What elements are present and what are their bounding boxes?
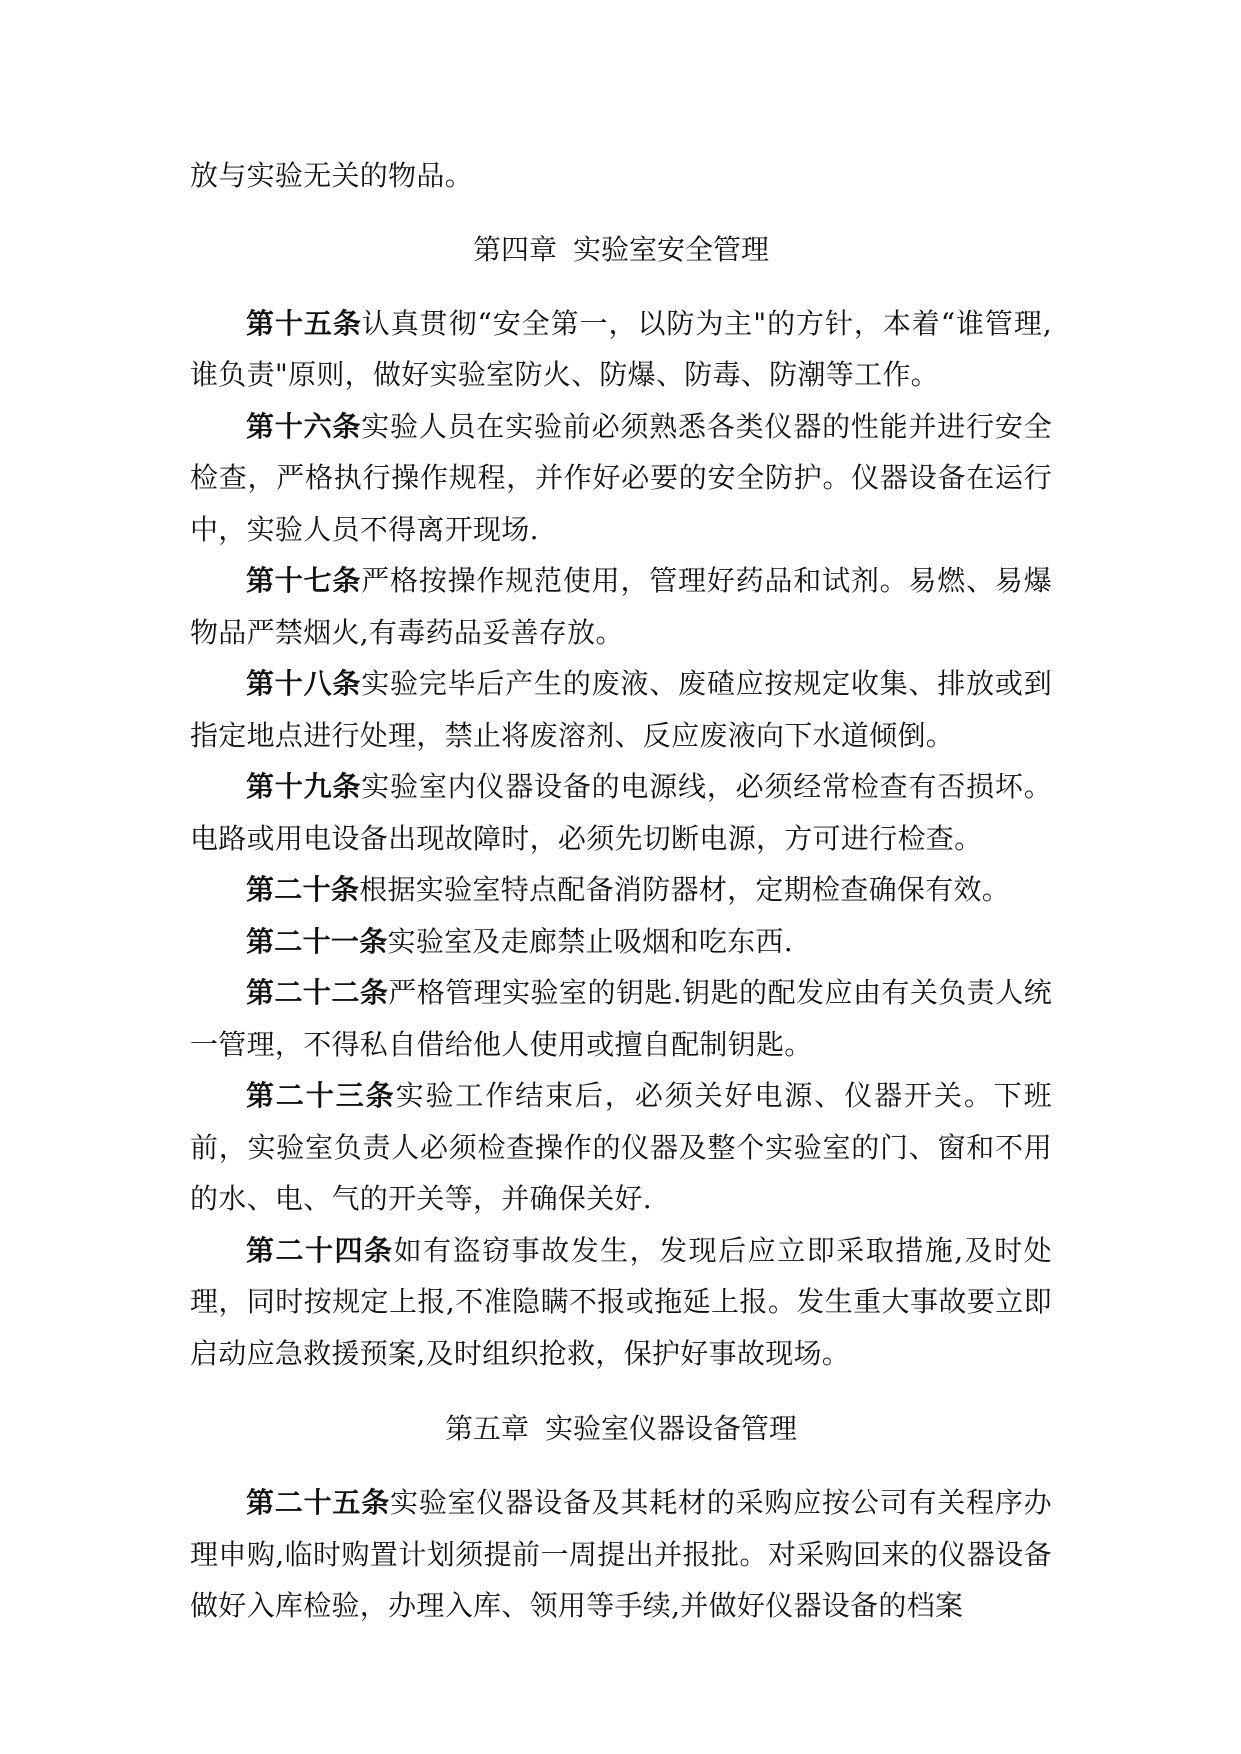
article-label: 第十六条 <box>246 409 362 443</box>
document-body <box>190 150 1052 1632</box>
article-label: 第二十二条 <box>246 976 389 1009</box>
chapter-title: 实验室安全管理 <box>573 232 770 266</box>
article-20 <box>190 864 1052 916</box>
article-text: 实验工作结束后，必须关好电源、仪器开关。下班前，实验室负责人必须检查操作的仪器及整个实验室的门、窗和不用的水、电、气的开关等，并确保关好. <box>190 1079 1052 1215</box>
article-label: 第十五条 <box>246 306 362 340</box>
article-label: 第二十五条 <box>246 1486 391 1519</box>
chapter-number: 第四章 <box>472 232 557 266</box>
article-text: 严格按操作规范使用，管理好药品和试剂。易燃、易爆物品严禁烟火,有毒药品妥善存放。 <box>190 564 1053 649</box>
article-label: 第二十四条 <box>246 1233 394 1267</box>
article-17 <box>190 555 1052 658</box>
article-21 <box>190 916 1052 968</box>
article-25 <box>190 1477 1052 1632</box>
article-16 <box>190 401 1052 556</box>
chapter-title: 实验室仪器设备管理 <box>545 1412 798 1445</box>
article-text: 认真贯彻“安全第一，以防为主"的方针，本着“谁管理,谁负责"原则，做好实验室防火、防爆、防毒、防潮等工作。 <box>190 306 1052 391</box>
article-text: 如有盗窃事故发生，发现后应立即采取措施,及时处理，同时按规定上报,不准隐瞒不报或拖延上报。发生重大事故要立即启动应急救援预案,及时组织抢救，保护好事故现场。 <box>190 1233 1052 1370</box>
article-24 <box>190 1225 1052 1380</box>
article-label: 第十九条 <box>246 770 362 803</box>
article-18 <box>190 658 1052 761</box>
article-text: 根据实验室特点配备消防器材，定期检查确保有效。 <box>359 873 1011 906</box>
article-label: 第十七条 <box>246 564 362 597</box>
article-22 <box>190 967 1052 1070</box>
article-text: 实验室内仪器设备的电源线，必须经常检查有否损坏。电路或用电设备出现故障时，必须先切断电源，方可进行检查。 <box>190 770 1053 855</box>
article-text: 实验室及走廊禁止吸烟和吃东西. <box>387 924 793 958</box>
article-15 <box>190 298 1052 401</box>
article-23 <box>190 1070 1052 1225</box>
article-19 <box>190 761 1052 864</box>
article-text: 实验室仪器设备及其耗材的采购应按公司有关程序办理申购,临时购置计划须提前一周提出并报批。对采购回来的仪器设备做好入库检验，办理入库、领用等手续,并做好仪器设备的档案 <box>190 1486 1052 1622</box>
chapter-number: 第五章 <box>444 1412 529 1445</box>
article-label: 第十八条 <box>246 667 362 700</box>
article-label: 第二十条 <box>246 873 360 906</box>
chapter-heading-5 <box>190 1412 1052 1445</box>
article-text: 严格管理实验室的钥匙.钥匙的配发应由有关负责人统一管理，不得私自借给他人使用或擅自配制钥匙。 <box>190 976 1052 1061</box>
article-text: 实验人员在实验前必须熟悉各类仪器的性能并进行安全检查，严格执行操作规程，并作好必要的安全防护。仪器设备在运行中，实验人员不得离开现场. <box>190 409 1053 546</box>
article-text: 实验完毕后产生的废液、废碴应按规定收集、排放或到指定地点进行处理，禁止将废溶剂、反应废液向下水道倾倒。 <box>190 667 1053 752</box>
paragraph-continuation: 放与实验无关的物品。 <box>190 159 474 192</box>
article-label: 第二十一条 <box>246 924 388 958</box>
chapter-heading-4 <box>190 232 1052 266</box>
article-label: 第二十三条 <box>246 1079 396 1112</box>
